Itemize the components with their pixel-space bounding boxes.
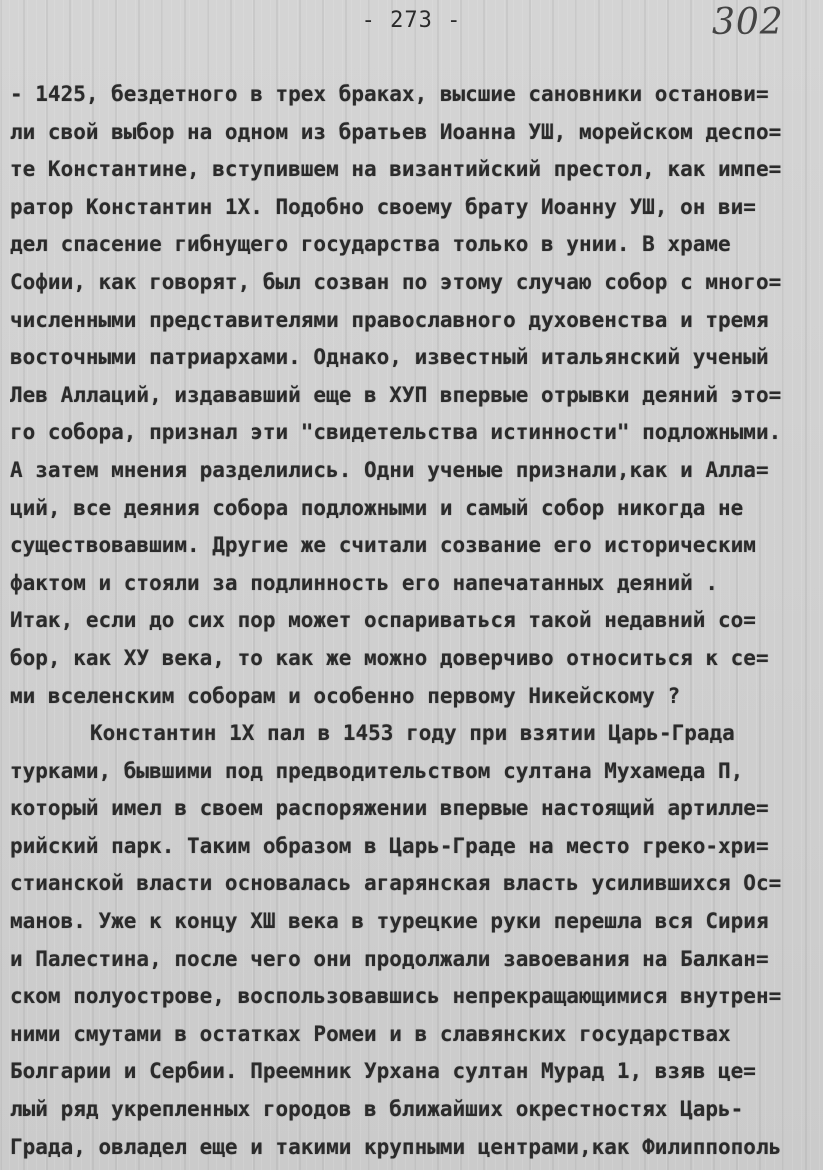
text-line: фактом и стояли за подлинность его напечатанных деяний . bbox=[10, 570, 719, 595]
text-line: который имел в своем распоряжении впервые настоящий артилле= bbox=[10, 796, 769, 821]
body-text bbox=[10, 76, 815, 1166]
text-line: лый ряд укрепленных городов в ближайших окрестностях Царь- bbox=[10, 1097, 744, 1122]
text-line: стианской власти основалась агарянская власть усилившихся Ос= bbox=[10, 871, 782, 896]
text-line: Града, овладел еще и такими крупными центрами,как Филиппополь bbox=[10, 1134, 782, 1159]
paragraph-first-line: Константин 1Х пал в 1453 году при взятии Царь-Града bbox=[90, 721, 735, 746]
page-number: - 273 - bbox=[361, 8, 462, 33]
text-line: го собора, признал эти "свидетельства истинности" подложными. bbox=[10, 420, 782, 445]
text-line: Итак, если до сих пор может оспариваться такой недавний со= bbox=[10, 608, 756, 633]
text-line: ратор Константин 1Х. Подобно своему брату Иоанну УШ, он ви= bbox=[10, 194, 756, 219]
text-line: дел спасение гибнущего государства только в унии. В храме bbox=[10, 232, 731, 257]
text-line: существовавшим. Другие же считали созвание его историческим bbox=[10, 533, 756, 558]
text-line: А затем мнения разделились. Одни ученые признали,как и Алла= bbox=[10, 457, 769, 482]
text-line: ними смутами в остатках Ромеи и в славянских государствах bbox=[10, 1021, 731, 1046]
text-line: ми вселенским соборам и особенно первому Никейскому ? bbox=[10, 683, 681, 708]
text-line: ском полуострове, воспользовавшись непрекращающимися внутрен= bbox=[10, 984, 782, 1009]
text-line: и Палестина, после чего они продолжали завоевания на Балкан= bbox=[10, 946, 769, 971]
text-line: рийский парк. Таким образом в Царь-Граде на место греко-хри= bbox=[10, 833, 769, 858]
handwritten-archive-number: 302 bbox=[712, 2, 784, 43]
text-line: Софии, как говорят, был созван по этому случаю собор с много= bbox=[10, 269, 782, 294]
text-line: манов. Уже к концу ХШ века в турецкие руки перешла вся Сирия bbox=[10, 909, 769, 934]
text-line: ций, все деяния собора подложными и самый собор никогда не bbox=[10, 495, 744, 520]
text-line: численными представителями православного духовенства и тремя bbox=[10, 307, 769, 332]
text-line: восточными патриархами. Однако, известный итальянский ученый bbox=[10, 345, 769, 370]
text-line: бор, как ХУ века, то как же можно доверчиво относиться к се= bbox=[10, 645, 769, 670]
text-line: турками, бывшими под предводительством султана Мухамеда П, bbox=[10, 758, 744, 783]
text-line: Болгарии и Сербии. Преемник Урхана султан Мурад 1, взяв це= bbox=[10, 1059, 756, 1084]
text-line: те Константине, вступившем на византийский престол, как импе= bbox=[10, 157, 782, 182]
text-line: Лев Аллаций, издававший еще в ХУП впервые отрывки деяний это= bbox=[10, 382, 782, 407]
text-line: ли свой выбор на одном из братьев Иоанна УШ, морейском деспо= bbox=[10, 119, 782, 144]
text-line: - 1425, бездетного в трех браках, высшие сановники останови= bbox=[10, 82, 769, 106]
